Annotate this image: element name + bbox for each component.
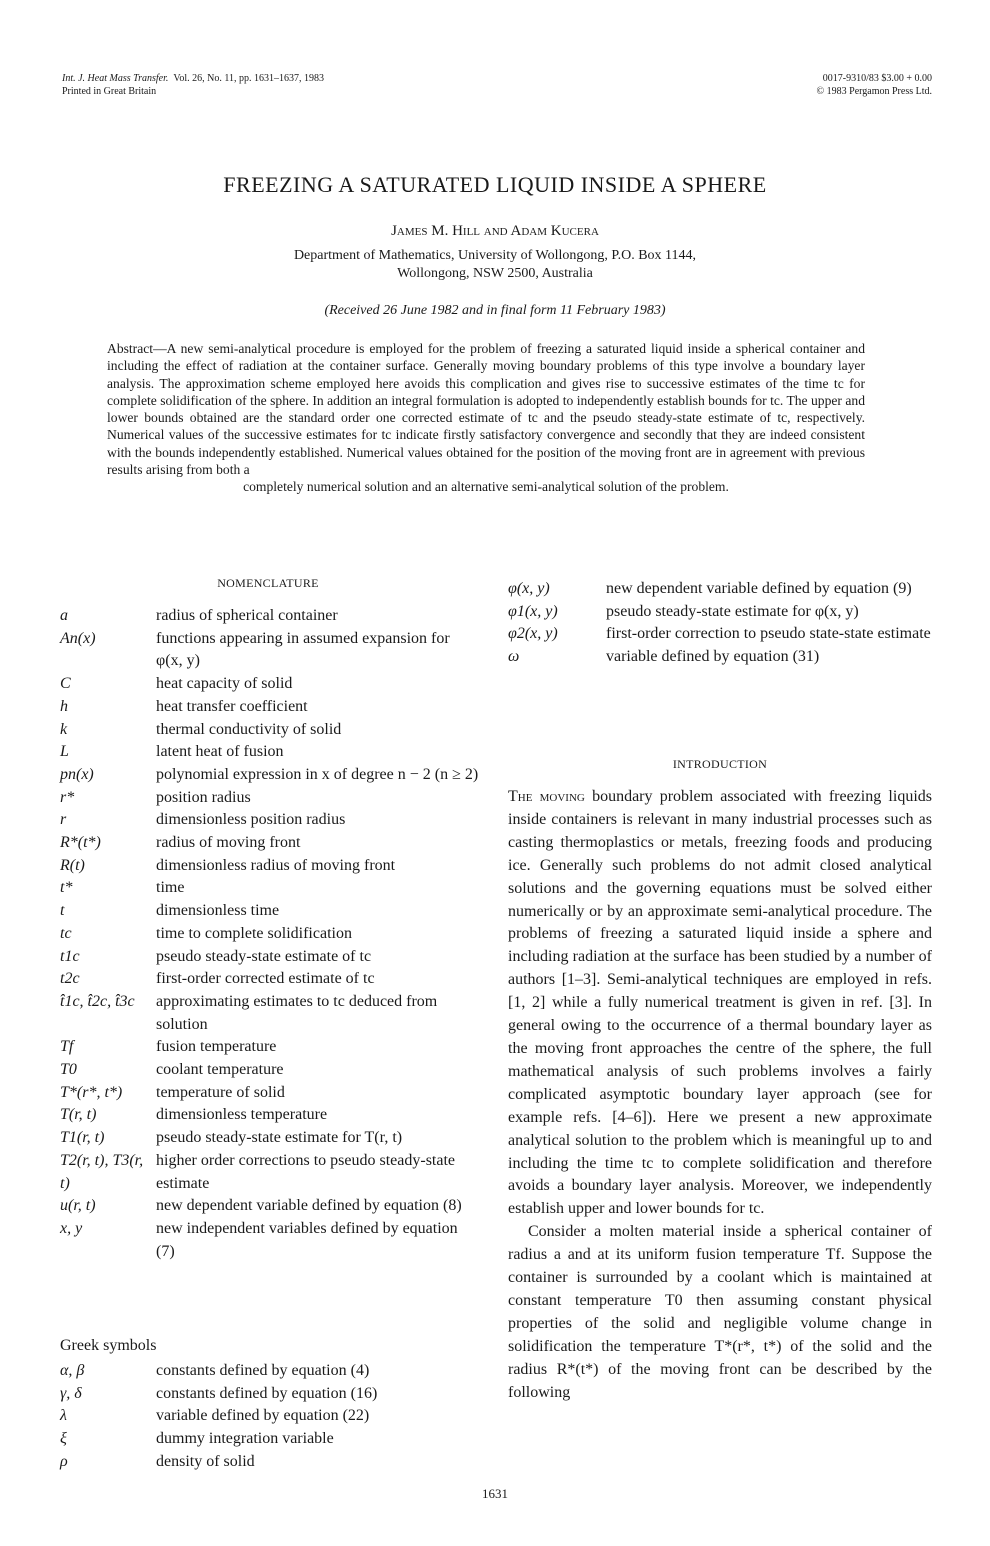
symbol-entry bbox=[60, 832, 480, 855]
symbol-entry bbox=[60, 628, 480, 673]
symbol-entry bbox=[60, 1195, 480, 1218]
symbol-description: thermal conductivity of solid bbox=[156, 720, 342, 738]
symbol-description: time bbox=[156, 879, 185, 897]
symbol-entry bbox=[508, 601, 938, 624]
symbol-entry bbox=[60, 605, 480, 628]
intro-para-1-text: boundary problem associated with freezing liquids inside containers is relevant in many industrial processes such as casting thermoplastics or metals, freezing foods and producing ice. Generally such problems do not admit closed analytical solutions and the governing equations must be solved either numerically or by an approximate semi-analytical procedure. The problems of freezing a saturated liquid inside a sphere and including radiation at the surface has been studied by a number of authors [1–3]. Semi-analytical techniques are employed in refs. [1, 2] while a fully numerical treatment is given in ref. [3]. In general owing to the occurrence of a thermal boundary layer as the moving front approaches the centre of the sphere, the full mathematical analysis of such problems involves a fairly complicated asymptotic boundary layer approach (see for example refs. [4–6]). Here we present a new approximate analytical solution to the problem which is meaningful up to and including the time tc to complete solidification and therefore avoids a boundary layer analysis. Moreover, we independently establish upper and lower bounds for tc. bbox=[508, 788, 932, 1218]
paper-authors: James M. Hill and Adam Kucera bbox=[391, 223, 599, 239]
symbol-description: radius of spherical container bbox=[156, 607, 338, 624]
symbol-description: dimensionless time bbox=[156, 902, 280, 920]
paper-title: FREEZING A SATURATED LIQUID INSIDE A SPHERE bbox=[223, 172, 767, 197]
symbol-description: coolant temperature bbox=[156, 1061, 284, 1079]
symbol-description: new independent variables defined by equation (7) bbox=[156, 1219, 458, 1260]
affiliation-line-1: Department of Mathematics, University of Wollongong, P.O. Box 1144, bbox=[293, 248, 697, 263]
symbol-description: new dependent variable defined by equation (8) bbox=[156, 1197, 462, 1215]
symbol-entry bbox=[60, 1383, 480, 1406]
symbol-entry bbox=[60, 787, 480, 810]
symbol-entry bbox=[60, 1405, 480, 1428]
symbol-description: time to complete solidification bbox=[156, 924, 352, 942]
symbol: C bbox=[60, 675, 71, 693]
nomenclature-heading: NOMENCLATURE bbox=[217, 576, 319, 590]
symbol-description: polynomial expression in x of degree n − 2 (n ≥ 2) bbox=[156, 765, 479, 783]
symbol-entry bbox=[60, 1036, 480, 1059]
symbol: r bbox=[60, 811, 67, 829]
symbol-description: density of solid bbox=[156, 1452, 255, 1470]
symbol: t* bbox=[60, 879, 73, 897]
symbol-entry bbox=[60, 1218, 480, 1263]
symbol-entry bbox=[508, 646, 938, 669]
greek-symbols-continued bbox=[508, 578, 938, 669]
symbol: t bbox=[60, 902, 65, 920]
symbol-description: pseudo steady-state estimate for T(r, t) bbox=[156, 1129, 403, 1147]
running-header-left bbox=[62, 72, 324, 98]
introduction-heading: INTRODUCTION bbox=[672, 757, 768, 771]
symbol-entry bbox=[60, 1150, 480, 1195]
symbol-description: dimensionless radius of moving front bbox=[156, 856, 396, 874]
received-text: (Received 26 June 1982 and in final form 11 February 1983) bbox=[324, 303, 666, 318]
symbol-description: dummy integration variable bbox=[156, 1430, 334, 1448]
symbol: r* bbox=[60, 788, 75, 806]
journal-name: Int. J. Heat Mass Transfer. bbox=[62, 73, 169, 84]
symbol-entry bbox=[60, 1451, 480, 1474]
symbol: An(x) bbox=[60, 629, 96, 647]
symbol-description: constants defined by equation (16) bbox=[156, 1384, 378, 1402]
symbol-entry bbox=[60, 673, 480, 696]
nomenclature-list bbox=[60, 605, 480, 1263]
symbol: u(r, t) bbox=[60, 1197, 96, 1215]
symbol-description: fusion temperature bbox=[156, 1038, 277, 1056]
symbol: x, y bbox=[60, 1219, 83, 1237]
symbol-entry bbox=[60, 764, 480, 787]
intro-paragraph-2: Consider a molten material inside a spherical container of radius a and at its uniform fusion temperature Tf. Suppose the container is surrounded by a coolant which is maintained at constant temperature T0 then assuming constant physical properties of the solid and negligible volume change in solidification the temperature T*(r*, t*) of the solid and the radius R*(t*) of the moving front can be described by the following bbox=[508, 1223, 932, 1401]
symbol: T1(r, t) bbox=[60, 1129, 105, 1147]
symbol-entry bbox=[60, 696, 480, 719]
symbol-description: dimensionless position radius bbox=[156, 811, 346, 829]
symbol: t̂1c, t̂2c, t̂3c bbox=[60, 992, 135, 1010]
symbol-entry bbox=[60, 923, 480, 946]
symbol-entry bbox=[60, 1428, 480, 1451]
symbol-description: functions appearing in assumed expansion for φ(x, y) bbox=[156, 629, 450, 670]
symbol: T(r, t) bbox=[60, 1106, 97, 1124]
symbol-entry bbox=[508, 578, 938, 601]
symbol-entry bbox=[60, 900, 480, 923]
symbol-entry bbox=[60, 855, 480, 878]
symbol: a bbox=[60, 607, 68, 624]
symbol-description: constants defined by equation (4) bbox=[156, 1362, 370, 1379]
symbol-entry bbox=[60, 1059, 480, 1082]
symbol-description: dimensionless temperature bbox=[156, 1106, 328, 1124]
symbol: R(t) bbox=[60, 856, 85, 874]
journal-volume: Vol. 26, No. 11, pp. 1631–1637, 1983 bbox=[173, 73, 324, 84]
symbol: ω bbox=[508, 648, 520, 666]
symbol: t2c bbox=[60, 970, 80, 988]
issn-code: 0017-9310/83 $3.00 + 0.00 bbox=[822, 73, 932, 84]
symbol: T0 bbox=[60, 1061, 77, 1079]
symbol-entry bbox=[60, 946, 480, 969]
symbol: t1c bbox=[60, 947, 80, 965]
printed-note: Printed in Great Britain bbox=[62, 86, 157, 97]
symbol-description: approximating estimates to tc deduced from solution bbox=[156, 992, 438, 1033]
symbol: T2(r, t), T3(r, t) bbox=[60, 1151, 144, 1192]
symbol-description: variable defined by equation (22) bbox=[156, 1407, 370, 1425]
symbol-entry bbox=[60, 719, 480, 742]
symbol-entry bbox=[60, 877, 480, 900]
symbol: λ bbox=[60, 1407, 67, 1425]
symbol-entry bbox=[60, 1127, 480, 1150]
symbol-entry bbox=[60, 991, 480, 1036]
greek-symbols-list bbox=[60, 1360, 480, 1474]
symbol-entry bbox=[60, 741, 480, 764]
symbol-entry bbox=[60, 1104, 480, 1127]
symbol: ξ bbox=[60, 1430, 67, 1448]
symbol: pn(x) bbox=[60, 765, 94, 783]
symbol-entry bbox=[60, 1082, 480, 1105]
symbol: φ1(x, y) bbox=[508, 602, 558, 620]
symbol: tc bbox=[60, 924, 72, 942]
symbol-description: latent heat of fusion bbox=[156, 743, 284, 761]
symbol-entry bbox=[60, 809, 480, 832]
abstract bbox=[107, 340, 865, 496]
symbol: Tf bbox=[60, 1038, 74, 1056]
symbol-description: higher order corrections to pseudo steady-state estimate bbox=[156, 1151, 456, 1192]
symbol-description: new dependent variable defined by equation (9) bbox=[606, 580, 912, 597]
author-affiliation bbox=[0, 247, 990, 283]
symbol: γ, δ bbox=[60, 1384, 82, 1402]
greek-symbols-heading: Greek symbols bbox=[60, 1337, 157, 1354]
copyright-note: © 1983 Pergamon Press Ltd. bbox=[816, 86, 932, 97]
intro-lead: The moving bbox=[508, 788, 585, 805]
intro-paragraph-1 bbox=[508, 786, 932, 1221]
running-header-right bbox=[817, 72, 932, 98]
symbol-description: heat transfer coefficient bbox=[156, 697, 308, 715]
symbol: ρ bbox=[60, 1452, 68, 1470]
page-number: 1631 bbox=[482, 1486, 508, 1501]
symbol: φ2(x, y) bbox=[508, 625, 558, 643]
symbol-entry bbox=[508, 623, 938, 646]
symbol: T*(r*, t*) bbox=[60, 1083, 123, 1101]
symbol-description: first-order corrected estimate of tc bbox=[156, 970, 375, 988]
abstract-label: Abstract bbox=[107, 341, 154, 356]
symbol-description: position radius bbox=[156, 788, 251, 806]
symbol-description: first-order correction to pseudo state-state estimate bbox=[606, 625, 931, 643]
received-dates bbox=[0, 303, 990, 319]
abstract-body: —A new semi-analytical procedure is employed for the problem of freezing a saturated liquid inside a spherical container and including the effect of radiation at the container surface. Generally moving boundary problems of this type involve a boundary layer analysis. The approximation scheme employed here avoids this complication and gives rise to successive estimates of the time tc for complete solidification of the sphere. In addition an integral formulation is adopted to independently establish bounds for tc. The upper and lower bounds obtained are the standard order one corrected estimate of tc and the pseudo steady-state estimate of tc, respectively. Numerical values of the successive estimates for tc indicate firstly satisfactory convergence and secondly that they are indeed consistent with the bounds independently established. Numerical values obtained for the position of the moving front are in agreement with previous results arising from both a bbox=[107, 341, 865, 478]
symbol-entry bbox=[60, 1360, 480, 1383]
abstract-last-line: completely numerical solution and an alternative semi-analytical solution of the problem. bbox=[243, 479, 729, 495]
symbol-description: heat capacity of solid bbox=[156, 675, 293, 693]
introduction-body bbox=[508, 786, 932, 1404]
symbol-entry bbox=[60, 968, 480, 991]
symbol: φ(x, y) bbox=[508, 580, 550, 597]
symbol-description: variable defined by equation (31) bbox=[606, 648, 820, 666]
affiliation-line-2: Wollongong, NSW 2500, Australia bbox=[397, 266, 593, 281]
symbol-description: temperature of solid bbox=[156, 1083, 285, 1101]
symbol: k bbox=[60, 720, 68, 738]
symbol: R*(t*) bbox=[60, 834, 101, 852]
symbol-description: pseudo steady-state estimate of tc bbox=[156, 947, 372, 965]
symbol-description: pseudo steady-state estimate for φ(x, y) bbox=[606, 602, 859, 620]
symbol: h bbox=[60, 697, 68, 715]
symbol: L bbox=[60, 743, 69, 761]
symbol-description: radius of moving front bbox=[156, 834, 301, 852]
symbol: α, β bbox=[60, 1362, 85, 1379]
